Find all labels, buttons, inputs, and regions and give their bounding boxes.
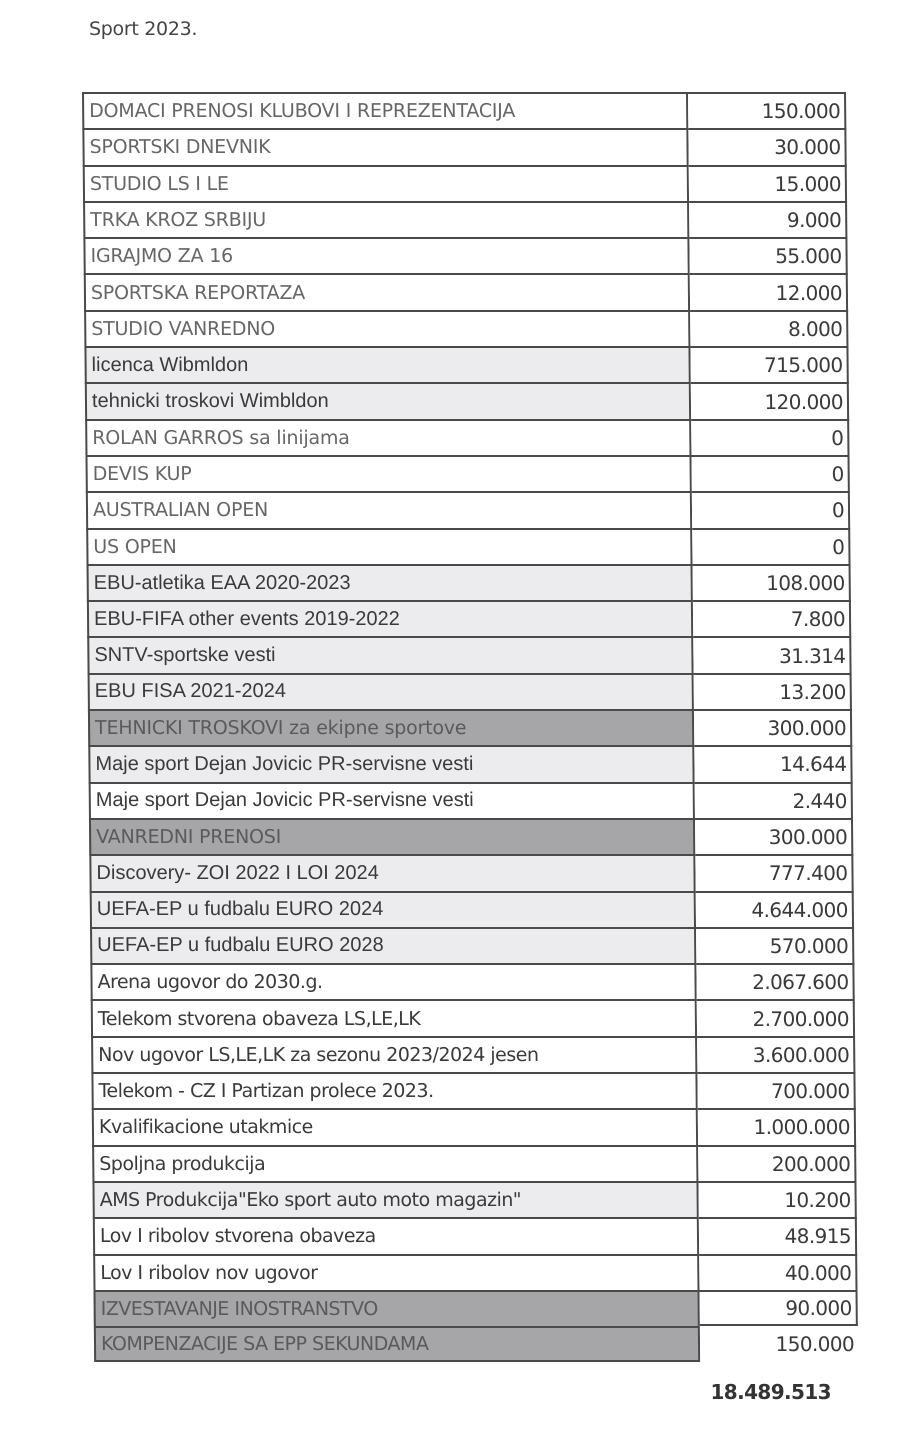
row-label: IGRAJMO ZA 16 [83, 237, 689, 273]
row-amount: 2.440 [695, 782, 853, 818]
row-label: TRKA KROZ SRBIJU [83, 201, 689, 237]
table-row [85, 455, 850, 491]
row-label: VANREDNI PRENOSI [89, 818, 695, 854]
row-amount: 7.800 [693, 600, 851, 636]
table-row [88, 709, 853, 745]
row-label: EBU-FIFA other events 2019-2022 [87, 600, 693, 636]
table-row [87, 600, 852, 636]
table-row [91, 999, 856, 1035]
row-label: DEVIS KUP [85, 455, 691, 491]
budget-table [82, 92, 859, 1362]
row-label: STUDIO VANREDNO [84, 310, 690, 346]
row-amount: 0 [692, 491, 850, 527]
table-row [85, 419, 850, 455]
table-row [91, 1072, 856, 1108]
row-amount: 300.000 [694, 709, 852, 745]
table-row [82, 128, 847, 164]
table-row [93, 1217, 858, 1253]
row-label: US OPEN [86, 528, 692, 564]
table-row [92, 1181, 857, 1217]
row-amount: 1.000.000 [698, 1108, 856, 1144]
row-amount: 150.000 [688, 92, 846, 128]
row-label: IZVESTAVANJE INOSTRANSTVO [93, 1290, 699, 1326]
table-row [93, 1254, 858, 1290]
row-amount: 777.400 [695, 854, 853, 890]
table-row [84, 273, 849, 309]
row-label: Lov I ribolov nov ugovor [93, 1254, 699, 1290]
row-amount: 2.700.000 [697, 999, 855, 1035]
row-label: UEFA-EP u fudbalu EURO 2028 [90, 927, 696, 963]
row-amount: 8.000 [690, 310, 848, 346]
row-amount: 15.000 [689, 165, 847, 201]
row-label: STUDIO LS I LE [83, 165, 689, 201]
table-row [84, 310, 849, 346]
row-amount: 120.000 [691, 382, 849, 418]
row-label: Maje sport Dejan Jovicic PR-servisne vesti [88, 745, 694, 781]
row-amount: 3.600.000 [697, 1036, 855, 1072]
row-amount: 90.000 [699, 1290, 857, 1326]
row-amount: 12.000 [690, 273, 848, 309]
row-label: Maje sport Dejan Jovicic PR-servisne vesti [89, 782, 695, 818]
grand-total: 18.489.513 [710, 1380, 831, 1404]
row-label: AMS Produkcija"Eko sport auto moto magazin" [92, 1181, 698, 1217]
row-label: UEFA-EP u fudbalu EURO 2024 [90, 891, 696, 927]
table-row [85, 382, 850, 418]
table-row [92, 1108, 857, 1144]
table-row [89, 782, 854, 818]
row-amount: 0 [692, 528, 850, 564]
row-amount: 9.000 [689, 201, 847, 237]
row-amount: 55.000 [689, 237, 847, 273]
row-amount: 10.200 [698, 1181, 856, 1217]
table-row [83, 237, 848, 273]
table-row [90, 963, 855, 999]
table-row [83, 165, 848, 201]
row-label: TEHNICKI TROSKOVI za ekipne sportove [88, 709, 694, 745]
row-label: Lov I ribolov stvorena obaveza [93, 1217, 699, 1253]
row-amount: 13.200 [694, 673, 852, 709]
table-row [83, 201, 848, 237]
row-label: EBU FISA 2021-2024 [88, 673, 694, 709]
row-label: EBU-atletika EAA 2020-2023 [87, 564, 693, 600]
row-amount: 108.000 [693, 564, 851, 600]
table-row [90, 927, 855, 963]
row-label: Telekom stvorena obaveza LS,LE,LK [91, 999, 697, 1035]
table-row [82, 92, 847, 128]
row-amount: 14.644 [694, 745, 852, 781]
row-label: AUSTRALIAN OPEN [86, 491, 692, 527]
table-row [93, 1290, 858, 1326]
page-title: Sport 2023. [89, 18, 198, 40]
row-amount: 40.000 [699, 1254, 857, 1290]
table-row [94, 1326, 859, 1362]
row-label: Arena ugovor do 2030.g. [90, 963, 696, 999]
row-amount: 30.000 [688, 128, 846, 164]
row-amount: 4.644.000 [696, 891, 854, 927]
table-row [88, 673, 853, 709]
row-label: tehnicki troskovi Wimbldon [85, 382, 691, 418]
table-row [91, 1036, 856, 1072]
table-row [89, 818, 854, 854]
row-label: Kvalifikacione utakmice [92, 1108, 698, 1144]
row-label: Spoljna produkcija [92, 1145, 698, 1181]
row-amount: 700.000 [697, 1072, 855, 1108]
row-label: Telekom - CZ I Partizan prolece 2023. [91, 1072, 697, 1108]
row-label: Nov ugovor LS,LE,LK za sezonu 2023/2024 jesen [91, 1036, 697, 1072]
row-amount: 2.067.600 [696, 963, 854, 999]
row-amount: 150.000 [700, 1326, 858, 1362]
row-amount: 715.000 [690, 346, 848, 382]
row-label: DOMACI PRENOSI KLUBOVI I REPREZENTACIJA [82, 92, 688, 128]
row-label: ROLAN GARROS sa linijama [85, 419, 691, 455]
row-label: SPORTSKI DNEVNIK [82, 128, 688, 164]
row-amount: 570.000 [696, 927, 854, 963]
table-row [86, 491, 851, 527]
table-row [90, 891, 855, 927]
row-label: Discovery- ZOI 2022 I LOI 2024 [89, 854, 695, 890]
row-amount: 31.314 [693, 636, 851, 672]
table-row [92, 1145, 857, 1181]
row-amount: 200.000 [698, 1145, 856, 1181]
row-label: SPORTSKA REPORTAZA [84, 273, 690, 309]
row-label: licenca Wibmldon [84, 346, 690, 382]
row-amount: 300.000 [695, 818, 853, 854]
table-row [87, 636, 852, 672]
row-amount: 48.915 [699, 1217, 857, 1253]
table-row [89, 854, 854, 890]
row-label: SNTV-sportske vesti [87, 636, 693, 672]
row-label: KOMPENZACIJE SA EPP SEKUNDAMA [94, 1326, 700, 1362]
table-row [87, 564, 852, 600]
row-amount: 0 [691, 419, 849, 455]
table-row [84, 346, 849, 382]
row-amount: 0 [691, 455, 849, 491]
table-row [86, 528, 851, 564]
table-row [88, 745, 853, 781]
